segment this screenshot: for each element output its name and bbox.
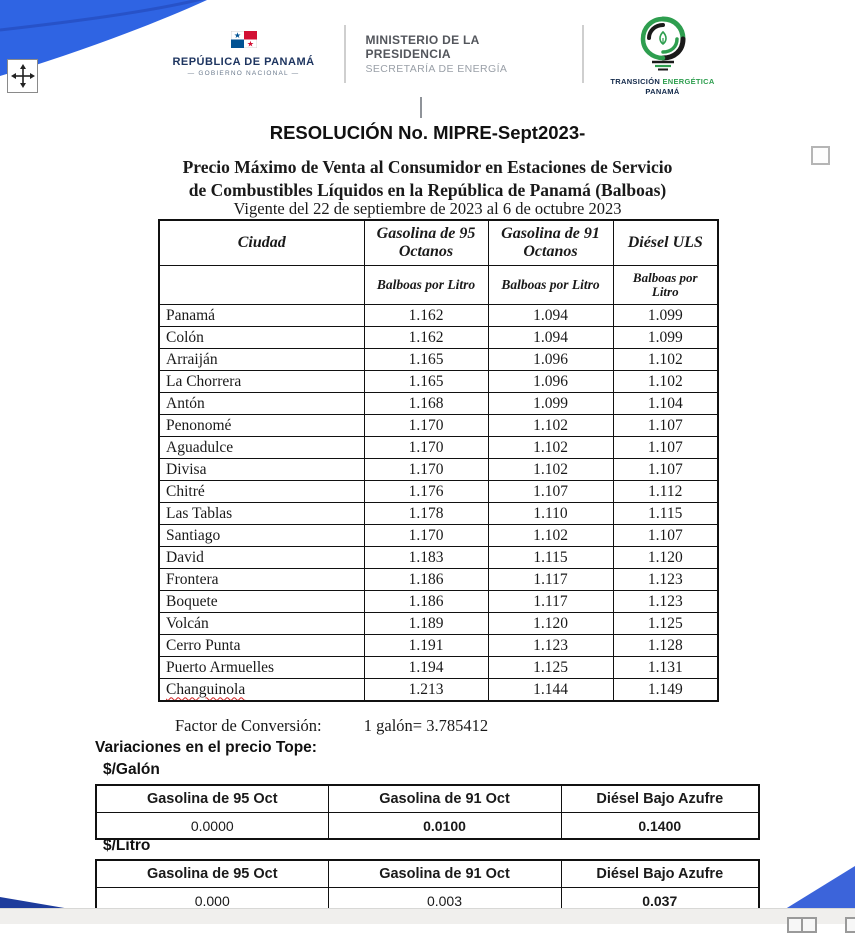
price-cell: 1.186 xyxy=(364,569,488,591)
col-header-g95: Gasolina de 95 Octanos xyxy=(364,220,488,266)
price-cell: 1.170 xyxy=(364,437,488,459)
price-cell: 1.176 xyxy=(364,481,488,503)
price-cell: 1.107 xyxy=(613,525,718,547)
price-cell: 1.107 xyxy=(613,437,718,459)
price-table-container xyxy=(158,219,719,702)
energetica-word: ENERGÉTICA xyxy=(662,77,715,87)
litre-col-g95: Gasolina de 95 Oct xyxy=(96,860,328,888)
city-cell: Frontera xyxy=(159,569,364,591)
city-cell: Colón xyxy=(159,327,364,349)
price-cell: 1.110 xyxy=(488,503,613,525)
header-row xyxy=(159,220,718,266)
svg-text:★: ★ xyxy=(246,39,254,48)
city-cell: Puerto Armuelles xyxy=(159,657,364,679)
price-cell: 1.123 xyxy=(613,569,718,591)
city-cell: Arraiján xyxy=(159,349,364,371)
city-cell: Volcán xyxy=(159,613,364,635)
price-cell: 1.170 xyxy=(364,459,488,481)
gallon-col-g91: Gasolina de 91 Oct xyxy=(328,785,561,813)
price-cell: 1.120 xyxy=(488,613,613,635)
price-cell: 1.102 xyxy=(613,349,718,371)
subtitle-line2: de Combustibles Líquidos en la República de Panamá (Balboas) xyxy=(188,180,667,200)
city-cell: Divisa xyxy=(159,459,364,481)
price-cell: 1.191 xyxy=(364,635,488,657)
price-cell: 1.107 xyxy=(613,415,718,437)
government-subtitle: — GOBIERNO NACIONAL — xyxy=(187,70,300,77)
price-cell: 1.117 xyxy=(488,591,613,613)
price-cell: 1.131 xyxy=(613,657,718,679)
price-cell: 1.213 xyxy=(364,679,488,702)
litre-value-diesel: 0.037 xyxy=(561,888,759,915)
document-subtitle xyxy=(0,156,855,202)
text-caret xyxy=(420,97,422,118)
corner-triangle-right xyxy=(782,866,855,911)
price-cell: 1.099 xyxy=(488,393,613,415)
table-row xyxy=(159,503,718,525)
price-cell: 1.162 xyxy=(364,327,488,349)
gallon-col-diesel: Diésel Bajo Azufre xyxy=(561,785,759,813)
conversion-factor-line xyxy=(175,716,488,736)
price-cell: 1.102 xyxy=(488,437,613,459)
table-row xyxy=(159,569,718,591)
table-row xyxy=(159,591,718,613)
variations-title: Variaciones en el precio Tope: xyxy=(95,739,317,756)
table-row xyxy=(159,525,718,547)
litre-table-container xyxy=(95,859,760,915)
table-row xyxy=(159,415,718,437)
table-row xyxy=(159,613,718,635)
price-cell: 1.094 xyxy=(488,305,613,327)
page-view-icon[interactable] xyxy=(801,917,817,933)
unit-cell: Balboas por Litro xyxy=(613,266,718,305)
transition-word: TRANSICIÓN xyxy=(610,77,661,87)
price-cell: 1.096 xyxy=(488,349,613,371)
price-cell: 1.170 xyxy=(364,525,488,547)
city-cell: Cerro Punta xyxy=(159,635,364,657)
litre-label: $/Litro xyxy=(103,837,151,854)
letterhead-divider xyxy=(582,25,584,83)
litre-value-g95: 0.000 xyxy=(96,888,328,915)
price-cell: 1.165 xyxy=(364,371,488,393)
price-cell: 1.183 xyxy=(364,547,488,569)
table-row xyxy=(159,437,718,459)
price-cell: 1.123 xyxy=(613,591,718,613)
price-cell: 1.162 xyxy=(364,305,488,327)
table-row xyxy=(159,305,718,327)
government-title: REPÚBLICA DE PANAMÁ xyxy=(172,56,315,68)
panama-flag-icon xyxy=(231,31,257,48)
table-row xyxy=(159,481,718,503)
price-cell: 1.094 xyxy=(488,327,613,349)
city-cell: Changuinola xyxy=(159,679,364,702)
litre-variation-table xyxy=(95,859,760,915)
validity-line: Vigente del 22 de septiembre de 2023 al 6 de octubre 2023 xyxy=(233,199,622,218)
conversion-label: Factor de Conversión: xyxy=(175,716,322,735)
price-cell: 1.096 xyxy=(488,371,613,393)
table-row xyxy=(159,547,718,569)
table-row xyxy=(159,349,718,371)
price-cell: 1.104 xyxy=(613,393,718,415)
gallon-value-g95: 0.0000 xyxy=(96,813,328,840)
table-row xyxy=(159,393,718,415)
price-cell: 1.125 xyxy=(613,613,718,635)
letterhead-divider xyxy=(344,25,346,83)
city-cell: La Chorrera xyxy=(159,371,364,393)
price-cell: 1.117 xyxy=(488,569,613,591)
city-cell: Aguadulce xyxy=(159,437,364,459)
price-cell: 1.125 xyxy=(488,657,613,679)
unit-cell-empty xyxy=(159,266,364,305)
unit-row xyxy=(159,266,718,305)
price-cell: 1.149 xyxy=(613,679,718,702)
letterhead xyxy=(30,14,855,94)
city-cell: Penonomé xyxy=(159,415,364,437)
gallon-variation-table xyxy=(95,784,760,840)
energy-transition-label xyxy=(604,77,722,96)
price-cell: 1.144 xyxy=(488,679,613,702)
price-cell: 1.165 xyxy=(364,349,488,371)
subtitle-line1: Precio Máximo de Venta al Consumidor en Estaciones de Servicio xyxy=(182,157,673,177)
ministry-subtitle: SECRETARÍA DE ENERGÍA xyxy=(365,63,508,75)
ministry-title: MINISTERIO DE LA PRESIDENCIA xyxy=(365,33,480,61)
price-cell: 1.115 xyxy=(613,503,718,525)
table-row xyxy=(159,327,718,349)
price-cell: 1.168 xyxy=(364,393,488,415)
table-row xyxy=(159,459,718,481)
government-logo xyxy=(164,31,324,77)
unit-cell: Balboas por Litro xyxy=(488,266,613,305)
energy-vortex-icon xyxy=(632,12,694,72)
price-cell: 1.178 xyxy=(364,503,488,525)
svg-text:★: ★ xyxy=(233,31,241,40)
price-cell: 1.194 xyxy=(364,657,488,679)
unit-cell: Balboas por Litro xyxy=(364,266,488,305)
price-cell: 1.099 xyxy=(613,327,718,349)
panama-word: PANAMÁ xyxy=(645,86,680,96)
price-table-body xyxy=(159,305,718,702)
city-cell: Antón xyxy=(159,393,364,415)
table-row xyxy=(159,635,718,657)
ministry-block xyxy=(366,33,562,75)
header-row xyxy=(96,860,759,888)
city-cell: David xyxy=(159,547,364,569)
city-cell: Chitré xyxy=(159,481,364,503)
price-cell: 1.170 xyxy=(364,415,488,437)
price-cell: 1.102 xyxy=(613,371,718,393)
col-header-diesel: Diésel ULS xyxy=(613,220,718,266)
city-cell: Las Tablas xyxy=(159,503,364,525)
table-row xyxy=(159,371,718,393)
price-table xyxy=(158,219,719,702)
litre-col-diesel: Diésel Bajo Azufre xyxy=(561,860,759,888)
city-cell: Panamá xyxy=(159,305,364,327)
price-cell: 1.189 xyxy=(364,613,488,635)
price-cell: 1.107 xyxy=(613,459,718,481)
price-cell: 1.102 xyxy=(488,525,613,547)
litre-value-g91: 0.003 xyxy=(328,888,561,915)
gallon-col-g95: Gasolina de 95 Oct xyxy=(96,785,328,813)
value-row xyxy=(96,813,759,840)
table-row xyxy=(159,679,718,702)
header-row xyxy=(96,785,759,813)
col-header-g91: Gasolina de 91 Octanos xyxy=(488,220,613,266)
col-header-city: Ciudad xyxy=(159,220,364,266)
price-cell: 1.128 xyxy=(613,635,718,657)
energy-transition-logo xyxy=(604,12,722,96)
status-bar xyxy=(0,908,855,924)
city-cell: Santiago xyxy=(159,525,364,547)
price-cell: 1.112 xyxy=(613,481,718,503)
price-cell: 1.186 xyxy=(364,591,488,613)
table-row xyxy=(159,657,718,679)
price-cell: 1.102 xyxy=(488,415,613,437)
price-cell: 1.099 xyxy=(613,305,718,327)
gallon-label: $/Galón xyxy=(103,761,160,778)
resolution-title: RESOLUCIÓN No. MIPRE-Sept2023- xyxy=(269,122,586,143)
conversion-value: 1 galón= 3.785412 xyxy=(363,716,489,735)
price-cell: 1.123 xyxy=(488,635,613,657)
price-cell: 1.120 xyxy=(613,547,718,569)
price-cell: 1.102 xyxy=(488,459,613,481)
gallon-value-g91: 0.0100 xyxy=(328,813,561,840)
gallon-value-diesel: 0.1400 xyxy=(561,813,759,840)
page-view-icon[interactable] xyxy=(845,917,855,933)
price-cell: 1.115 xyxy=(488,547,613,569)
gallon-table-container xyxy=(95,784,760,840)
city-cell: Boquete xyxy=(159,591,364,613)
price-cell: 1.107 xyxy=(488,481,613,503)
litre-col-g91: Gasolina de 91 Oct xyxy=(328,860,561,888)
